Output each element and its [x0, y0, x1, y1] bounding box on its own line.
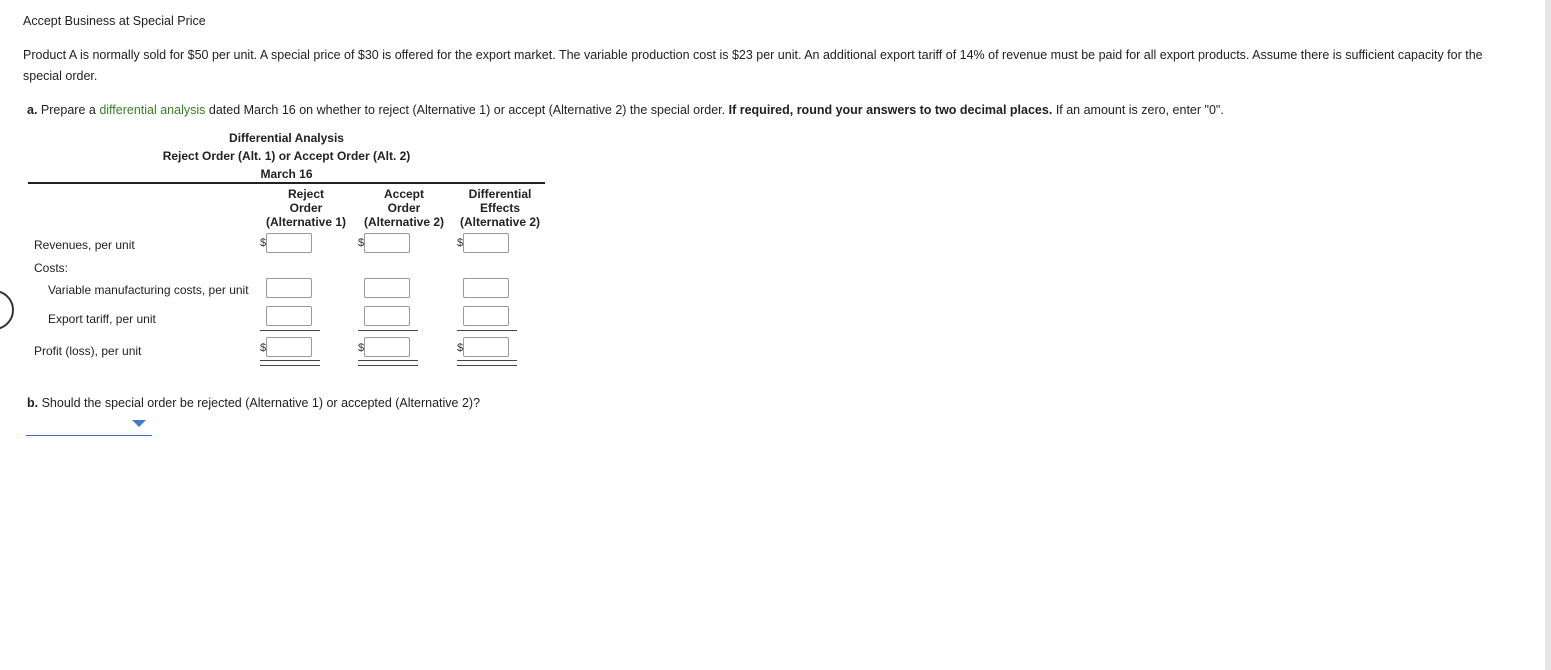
left-edge-circle — [0, 290, 14, 330]
currency-symbol: $ — [358, 342, 365, 354]
profit-accept-input[interactable] — [364, 337, 410, 357]
part-b-text: Should the special order be rejected (Alternative 1) or accepted (Alternative 2)? — [41, 396, 481, 410]
column-header-line: Accept — [383, 187, 424, 201]
table-heading-title: Differential Analysis — [229, 131, 344, 145]
total-double-rule — [457, 360, 517, 366]
subtotal-rule — [457, 330, 517, 331]
profit-reject-input[interactable] — [266, 337, 312, 357]
page-title: Accept Business at Special Price — [23, 14, 206, 28]
variable-costs-reject-input[interactable] — [266, 278, 312, 298]
column-header-line: Reject — [287, 187, 325, 201]
column-header-line: Order — [289, 201, 323, 215]
export-tariff-differential-input[interactable] — [463, 306, 509, 326]
costs-row-label: Costs: — [34, 261, 69, 275]
revenues-differential-input[interactable] — [463, 233, 509, 253]
part-a-rounding-note: If required, round your answers to two decimal places. — [728, 103, 1053, 117]
part-a-text-after: dated March 16 on whether to reject (Alternative 1) or accept (Alternative 2) the special order. — [208, 103, 726, 117]
profit-differential-input[interactable] — [463, 337, 509, 357]
revenues-row-label: Revenues, per unit — [34, 238, 135, 252]
column-header-reject — [257, 187, 355, 229]
column-header-line: (Alternative 2) — [363, 215, 445, 229]
profit-row-label: Profit (loss), per unit — [34, 344, 142, 358]
column-header-line: Effects — [479, 201, 520, 215]
variable-costs-accept-input[interactable] — [364, 278, 410, 298]
export-tariff-reject-input[interactable] — [266, 306, 312, 326]
total-double-rule — [358, 360, 418, 366]
chevron-down-icon[interactable] — [132, 420, 146, 427]
part-a-text-before: Prepare a — [40, 103, 96, 117]
variable-costs-row-label: Variable manufacturing costs, per unit — [48, 283, 249, 297]
decision-dropdown[interactable] — [26, 417, 152, 436]
currency-symbol: $ — [358, 237, 365, 249]
part-a-zero-note: If an amount is zero, enter "0". — [1055, 103, 1224, 117]
part-a-instructions — [27, 103, 1527, 117]
currency-symbol: $ — [260, 237, 267, 249]
subtotal-rule — [260, 330, 320, 331]
part-b-label: b. — [27, 396, 39, 410]
page-scrollbar[interactable] — [1545, 0, 1551, 670]
part-a-label: a. — [27, 103, 38, 117]
currency-symbol: $ — [457, 342, 464, 354]
column-header-line: (Alternative 1) — [265, 215, 347, 229]
column-header-line: Differential — [468, 187, 532, 201]
column-header-differential — [452, 187, 548, 229]
currency-symbol: $ — [457, 237, 464, 249]
problem-intro: Product A is normally sold for $50 per unit. A special price of $30 is offered for the export market. The variable production cost is $23 per unit. An additional export tariff of 14% of revenue must be paid for all export products. Assume there is sufficient capacity for the special order. — [23, 48, 1483, 83]
subtotal-rule — [358, 330, 418, 331]
column-header-line: (Alternative 2) — [459, 215, 541, 229]
export-tariff-accept-input[interactable] — [364, 306, 410, 326]
column-header-accept — [355, 187, 453, 229]
table-heading-date: March 16 — [260, 167, 313, 181]
currency-symbol: $ — [260, 342, 267, 354]
revenues-reject-input[interactable] — [266, 233, 312, 253]
table-heading-subtitle: Reject Order (Alt. 1) or Accept Order (Alt. 2) — [162, 149, 411, 163]
export-tariff-row-label: Export tariff, per unit — [48, 312, 156, 326]
column-header-line: Order — [387, 201, 421, 215]
variable-costs-differential-input[interactable] — [463, 278, 509, 298]
total-double-rule — [260, 360, 320, 366]
table-header-rule — [28, 182, 545, 184]
part-b-question — [27, 396, 480, 410]
differential-analysis-link[interactable]: differential analysis — [99, 103, 206, 117]
revenues-accept-input[interactable] — [364, 233, 410, 253]
